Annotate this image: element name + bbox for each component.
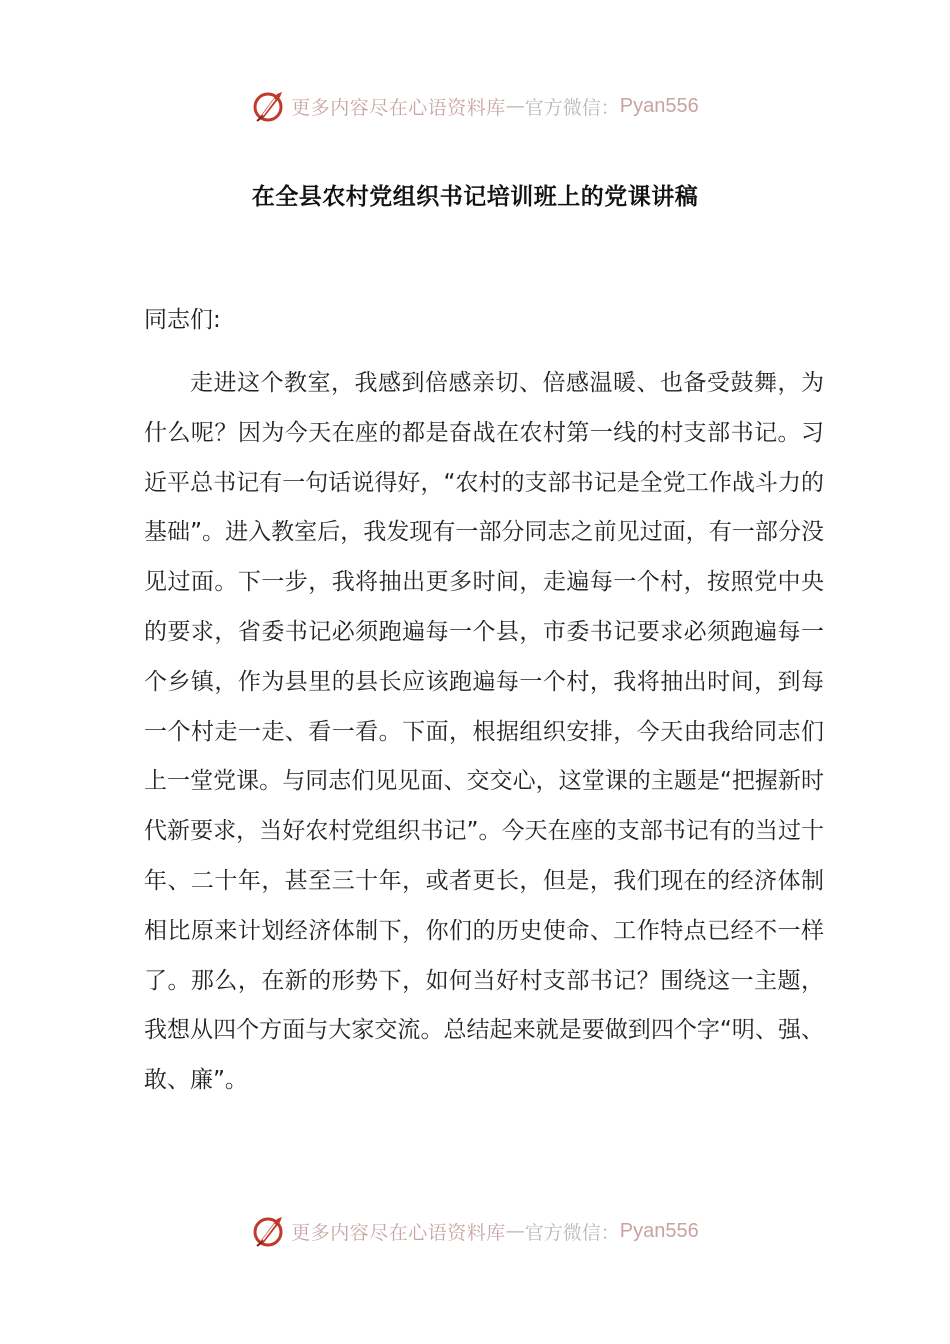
separator-dash: — xyxy=(505,1220,525,1242)
brand-text: 更多内容尽在心语资料库 xyxy=(291,96,506,119)
wechat-id: Pyan556 xyxy=(619,94,699,117)
header-watermark xyxy=(0,84,950,128)
contact-label: 官方微信： xyxy=(524,96,620,119)
quill-pen-logo-icon xyxy=(251,88,287,124)
document-title: 在全县农村党组织书记培训班上的党课讲稿 xyxy=(251,184,699,210)
contact-label: 官方微信： xyxy=(524,1221,620,1244)
separator-dash: — xyxy=(505,95,525,117)
quill-pen-logo-icon xyxy=(251,1213,287,1249)
salutation: 同志们: xyxy=(144,307,221,333)
brand-text: 更多内容尽在心语资料库 xyxy=(291,1221,506,1244)
footer-watermark xyxy=(0,1209,950,1253)
body-paragraph: 走进这个教室，我感到倍感亲切、倍感温暖、也备受鼓舞，为什么呢？因为今天在座的都是奋战在农村第一线的村支部书记。习近平总书记有一句话说得好，“农村的支部书记是全党工作战斗力的基础”。进入教室后，我发现有一部分同志之前见过面，有一部分没见过面。下一步，我将抽出更多时间，走遍每一个村，按照党中央的要求，省委书记必须跑遍每一个县，市委书记要求必须跑遍每一个乡镇，作为县里的县长应该跑遍每一个村，我将抽出时间，到每一个村走一走、看一看。下面，根据组织安排，今天由我给同志们上一堂党课。与同志们见见面、交交心，这堂课的主题是“把握新时代新要求，当好农村党组织书记”。今天在座的支部书记有的当过十年、二十年，甚至三十年，或者更长，但是，我们现在的经济体制相比原来计划经济体制下，你们的历史使命、工作特点已经不一样了。那么，在新的形势下，如何当好村支部书记？围绕这一主题，我想从四个方面与大家交流。总结起来就是要做到四个字“明、强、敢、廉”。 xyxy=(144,370,824,1094)
wechat-id: Pyan556 xyxy=(619,1219,699,1242)
